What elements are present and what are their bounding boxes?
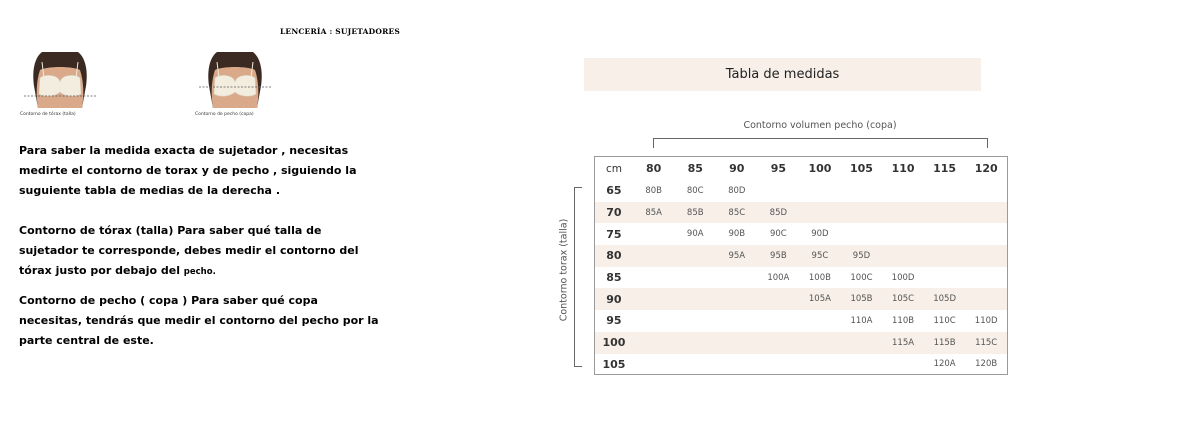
size-cell: 115A — [892, 337, 915, 348]
size-cell: 105A — [808, 294, 831, 305]
row-header: 80 — [606, 249, 622, 263]
bra-photo-torax — [24, 52, 96, 108]
figure-copa — [193, 52, 303, 117]
size-cell: 80C — [686, 185, 704, 196]
corner-cell: cm — [605, 162, 622, 175]
section-title-text: LENCERÍA : SUJETADORES — [279, 27, 401, 36]
size-cell: 115B — [933, 337, 956, 348]
size-cell: 95B — [770, 250, 787, 261]
table-row — [595, 354, 1007, 376]
size-cell: 110D — [974, 315, 998, 326]
size-cell: 90D — [811, 229, 829, 240]
size-cell: 90C — [769, 229, 787, 240]
row-header: 90 — [606, 292, 622, 306]
intro-paragraph: Para saber la medida exacta de sujetador , necesitas medirte el contorno de torax y de pecho , siguiendo la suguiente tabla de medias de la derecha . — [19, 144, 357, 197]
table-title: Tabla de medidas — [725, 67, 840, 82]
size-cell: 85C — [728, 207, 746, 218]
column-axis-label: Contorno volumen pecho (copa) — [743, 120, 897, 131]
size-cell: 100C — [850, 272, 873, 283]
column-header: 105 — [850, 162, 873, 175]
table-row — [595, 267, 1007, 289]
size-cell: 85D — [769, 207, 788, 218]
torax-paragraph-text: Contorno de tórax (talla) Para saber qué talla de sujetador te corresponde, debes medir el contorno del tórax justo por debajo del — [19, 224, 359, 277]
size-cell: 95D — [852, 250, 871, 261]
size-cell: 110C — [933, 315, 956, 326]
size-cell: 100B — [808, 272, 831, 283]
table-row — [595, 202, 1007, 224]
size-cell: 100A — [767, 272, 790, 283]
size-cell: 85A — [645, 207, 662, 218]
row-header: 65 — [606, 184, 622, 198]
size-cell: 80D — [728, 185, 746, 196]
row-header: 70 — [606, 206, 622, 220]
size-cell: 105C — [891, 294, 915, 305]
size-cell: 120B — [975, 359, 998, 370]
size-cell: 115C — [975, 337, 998, 348]
column-header: 90 — [729, 162, 745, 175]
size-cell: 95A — [728, 250, 746, 261]
row-header: 75 — [606, 227, 622, 241]
size-cell: 110B — [892, 315, 915, 326]
figure-caption: Contorno de tórax (talla) — [20, 112, 76, 117]
row-header: 85 — [606, 271, 622, 285]
size-table — [594, 156, 1008, 375]
row-header: 95 — [606, 314, 622, 328]
torax-paragraph-end: pecho. — [183, 267, 216, 277]
size-cell: 90A — [686, 229, 704, 240]
copa-paragraph: Contorno de pecho ( copa ) Para saber qué copa necesitas, tendrás que medir el contorno del pecho por la parte central de este. — [19, 294, 379, 347]
size-cell: 80B — [645, 185, 662, 196]
row-axis-bracket — [574, 187, 582, 367]
row-header: 105 — [602, 357, 626, 371]
column-header: 110 — [891, 162, 915, 175]
row-axis-label: Contorno torax (talla) — [558, 218, 570, 322]
bra-photo-copa — [199, 52, 271, 108]
section-title — [0, 27, 680, 36]
column-header: 115 — [933, 162, 957, 175]
size-cell: 105B — [850, 294, 873, 305]
figure-caption: Contorno de pecho (copa) — [195, 112, 254, 117]
size-cell: 120A — [933, 359, 956, 370]
table-body — [595, 180, 1007, 375]
size-cell: 95C — [811, 250, 829, 261]
column-header: 100 — [808, 162, 832, 175]
column-header: 85 — [687, 162, 703, 175]
table-title-banner — [584, 58, 981, 91]
table-row — [595, 245, 1007, 267]
table-row — [595, 223, 1007, 245]
column-header: 95 — [770, 162, 787, 175]
size-cell: 105D — [933, 294, 956, 305]
table-row — [595, 180, 1007, 202]
size-cell: 85B — [686, 207, 704, 218]
column-header: 80 — [646, 162, 662, 175]
column-header: 120 — [974, 162, 998, 175]
table-row — [595, 332, 1007, 354]
table-row — [595, 288, 1007, 310]
column-axis-bracket — [653, 138, 988, 148]
size-cell: 90B — [728, 229, 746, 240]
row-header: 100 — [602, 336, 626, 350]
size-cell: 100D — [891, 272, 915, 283]
figure-torax — [18, 52, 128, 117]
size-cell: 110A — [850, 315, 873, 326]
torax-paragraph — [19, 221, 379, 282]
table-row — [595, 310, 1007, 332]
table-header-row — [595, 157, 1007, 180]
